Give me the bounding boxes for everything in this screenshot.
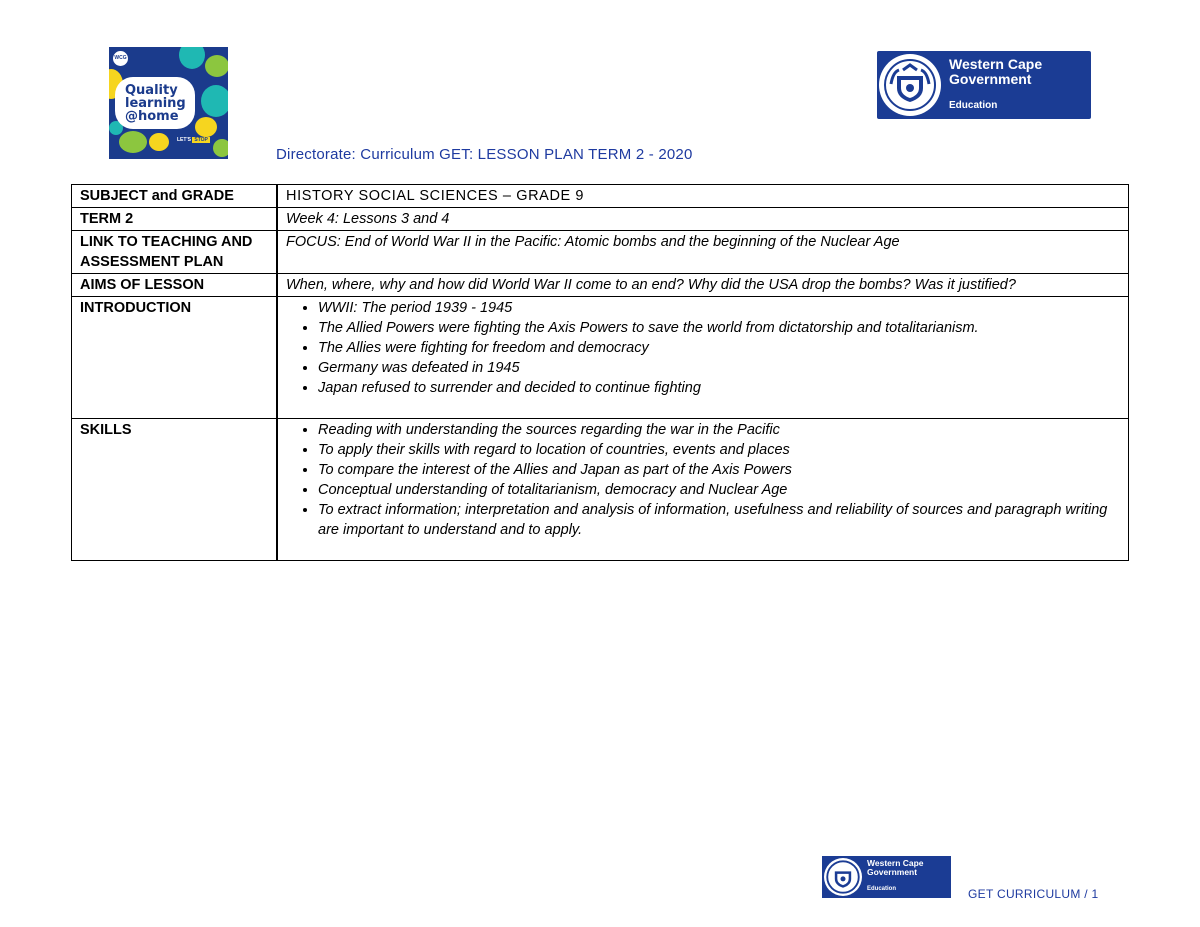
subject-label: SUBJECT and GRADE bbox=[72, 185, 278, 208]
wcg-subtitle: Education bbox=[949, 100, 998, 111]
table-row bbox=[72, 274, 1129, 297]
table-row bbox=[72, 231, 1129, 274]
term-label: TERM 2 bbox=[72, 208, 278, 231]
lesson-plan-table bbox=[71, 184, 1129, 561]
list-item: • To apply their skills with regard to location of countries, events and places bbox=[318, 440, 1122, 460]
wcg-title-line2: Government bbox=[949, 71, 1032, 87]
ql-stop-text bbox=[177, 137, 210, 143]
term-value: Week 4: Lessons 3 and 4 bbox=[277, 208, 1129, 231]
list-item: • To extract information; interpretation and analysis of information, usefulness and reliability of sources and paragraph writing are important to understand and to apply. bbox=[318, 500, 1122, 540]
wcg-title bbox=[949, 57, 1042, 87]
list-item: • WWII: The period 1939 - 1945 bbox=[318, 298, 1122, 318]
table-row bbox=[72, 208, 1129, 231]
table-row bbox=[72, 185, 1129, 208]
list-item: • The Allied Powers were fighting the Axis Powers to save the world from dictatorship and totalitarianism. bbox=[318, 318, 1122, 338]
intro-value bbox=[277, 297, 1129, 419]
ql-logo-line2: learning bbox=[125, 95, 186, 111]
table-row bbox=[72, 297, 1129, 419]
skills-list bbox=[286, 420, 1122, 540]
wcg-badge-icon: WCG bbox=[113, 51, 128, 66]
aims-value: When, where, why and how did World War II come to an end? Why did the USA drop the bombs? Was it justified? bbox=[277, 274, 1129, 297]
intro-list bbox=[286, 298, 1122, 398]
list-item: • Conceptual understanding of totalitarianism, democracy and Nuclear Age bbox=[318, 480, 1122, 500]
ql-logo-line1: Quality bbox=[125, 82, 178, 98]
wcg-footer-title-line2: Government bbox=[867, 867, 918, 877]
aims-label: AIMS OF LESSON bbox=[72, 274, 278, 297]
wcg-footer-subtitle: Education bbox=[867, 886, 897, 892]
directorate-heading: Directorate: Curriculum GET: LESSON PLAN TERM 2 - 2020 bbox=[276, 146, 693, 163]
list-item: • Germany was defeated in 1945 bbox=[318, 358, 1122, 378]
ql-stop-word: STOP bbox=[194, 137, 208, 143]
ql-logo-card bbox=[115, 77, 195, 129]
wcg-footer-title-line1: Western Cape bbox=[867, 858, 924, 868]
wcg-footer-logo bbox=[822, 856, 951, 898]
intro-label: INTRODUCTION bbox=[72, 297, 278, 419]
wcg-footer-title bbox=[867, 859, 924, 877]
ql-logo-line3: @home bbox=[125, 108, 179, 124]
coat-of-arms-icon bbox=[879, 54, 941, 116]
page-footer-label: GET CURRICULUM / 1 bbox=[968, 887, 1099, 901]
subject-value: HISTORY SOCIAL SCIENCES – GRADE 9 bbox=[277, 185, 1129, 208]
table-row bbox=[72, 419, 1129, 561]
link-label: LINK TO TEACHING AND ASSESSMENT PLAN bbox=[72, 231, 278, 274]
skills-label: SKILLS bbox=[72, 419, 278, 561]
wcg-title-line1: Western Cape bbox=[949, 56, 1043, 72]
list-item: • Reading with understanding the sources regarding the war in the Pacific bbox=[318, 420, 1122, 440]
link-value: FOCUS: End of World War II in the Pacific: Atomic bombs and the beginning of the Nuclear Age bbox=[277, 231, 1129, 274]
quality-learning-logo bbox=[109, 47, 228, 159]
skills-value bbox=[277, 419, 1129, 561]
coat-of-arms-icon bbox=[824, 858, 862, 896]
list-item: • To compare the interest of the Allies and Japan as part of the Axis Powers bbox=[318, 460, 1122, 480]
ql-stop-pre: LET'S bbox=[177, 137, 191, 143]
list-item: • The Allies were fighting for freedom and democracy bbox=[318, 338, 1122, 358]
list-item: • Japan refused to surrender and decided to continue fighting bbox=[318, 378, 1122, 398]
wcg-logo bbox=[877, 51, 1091, 119]
